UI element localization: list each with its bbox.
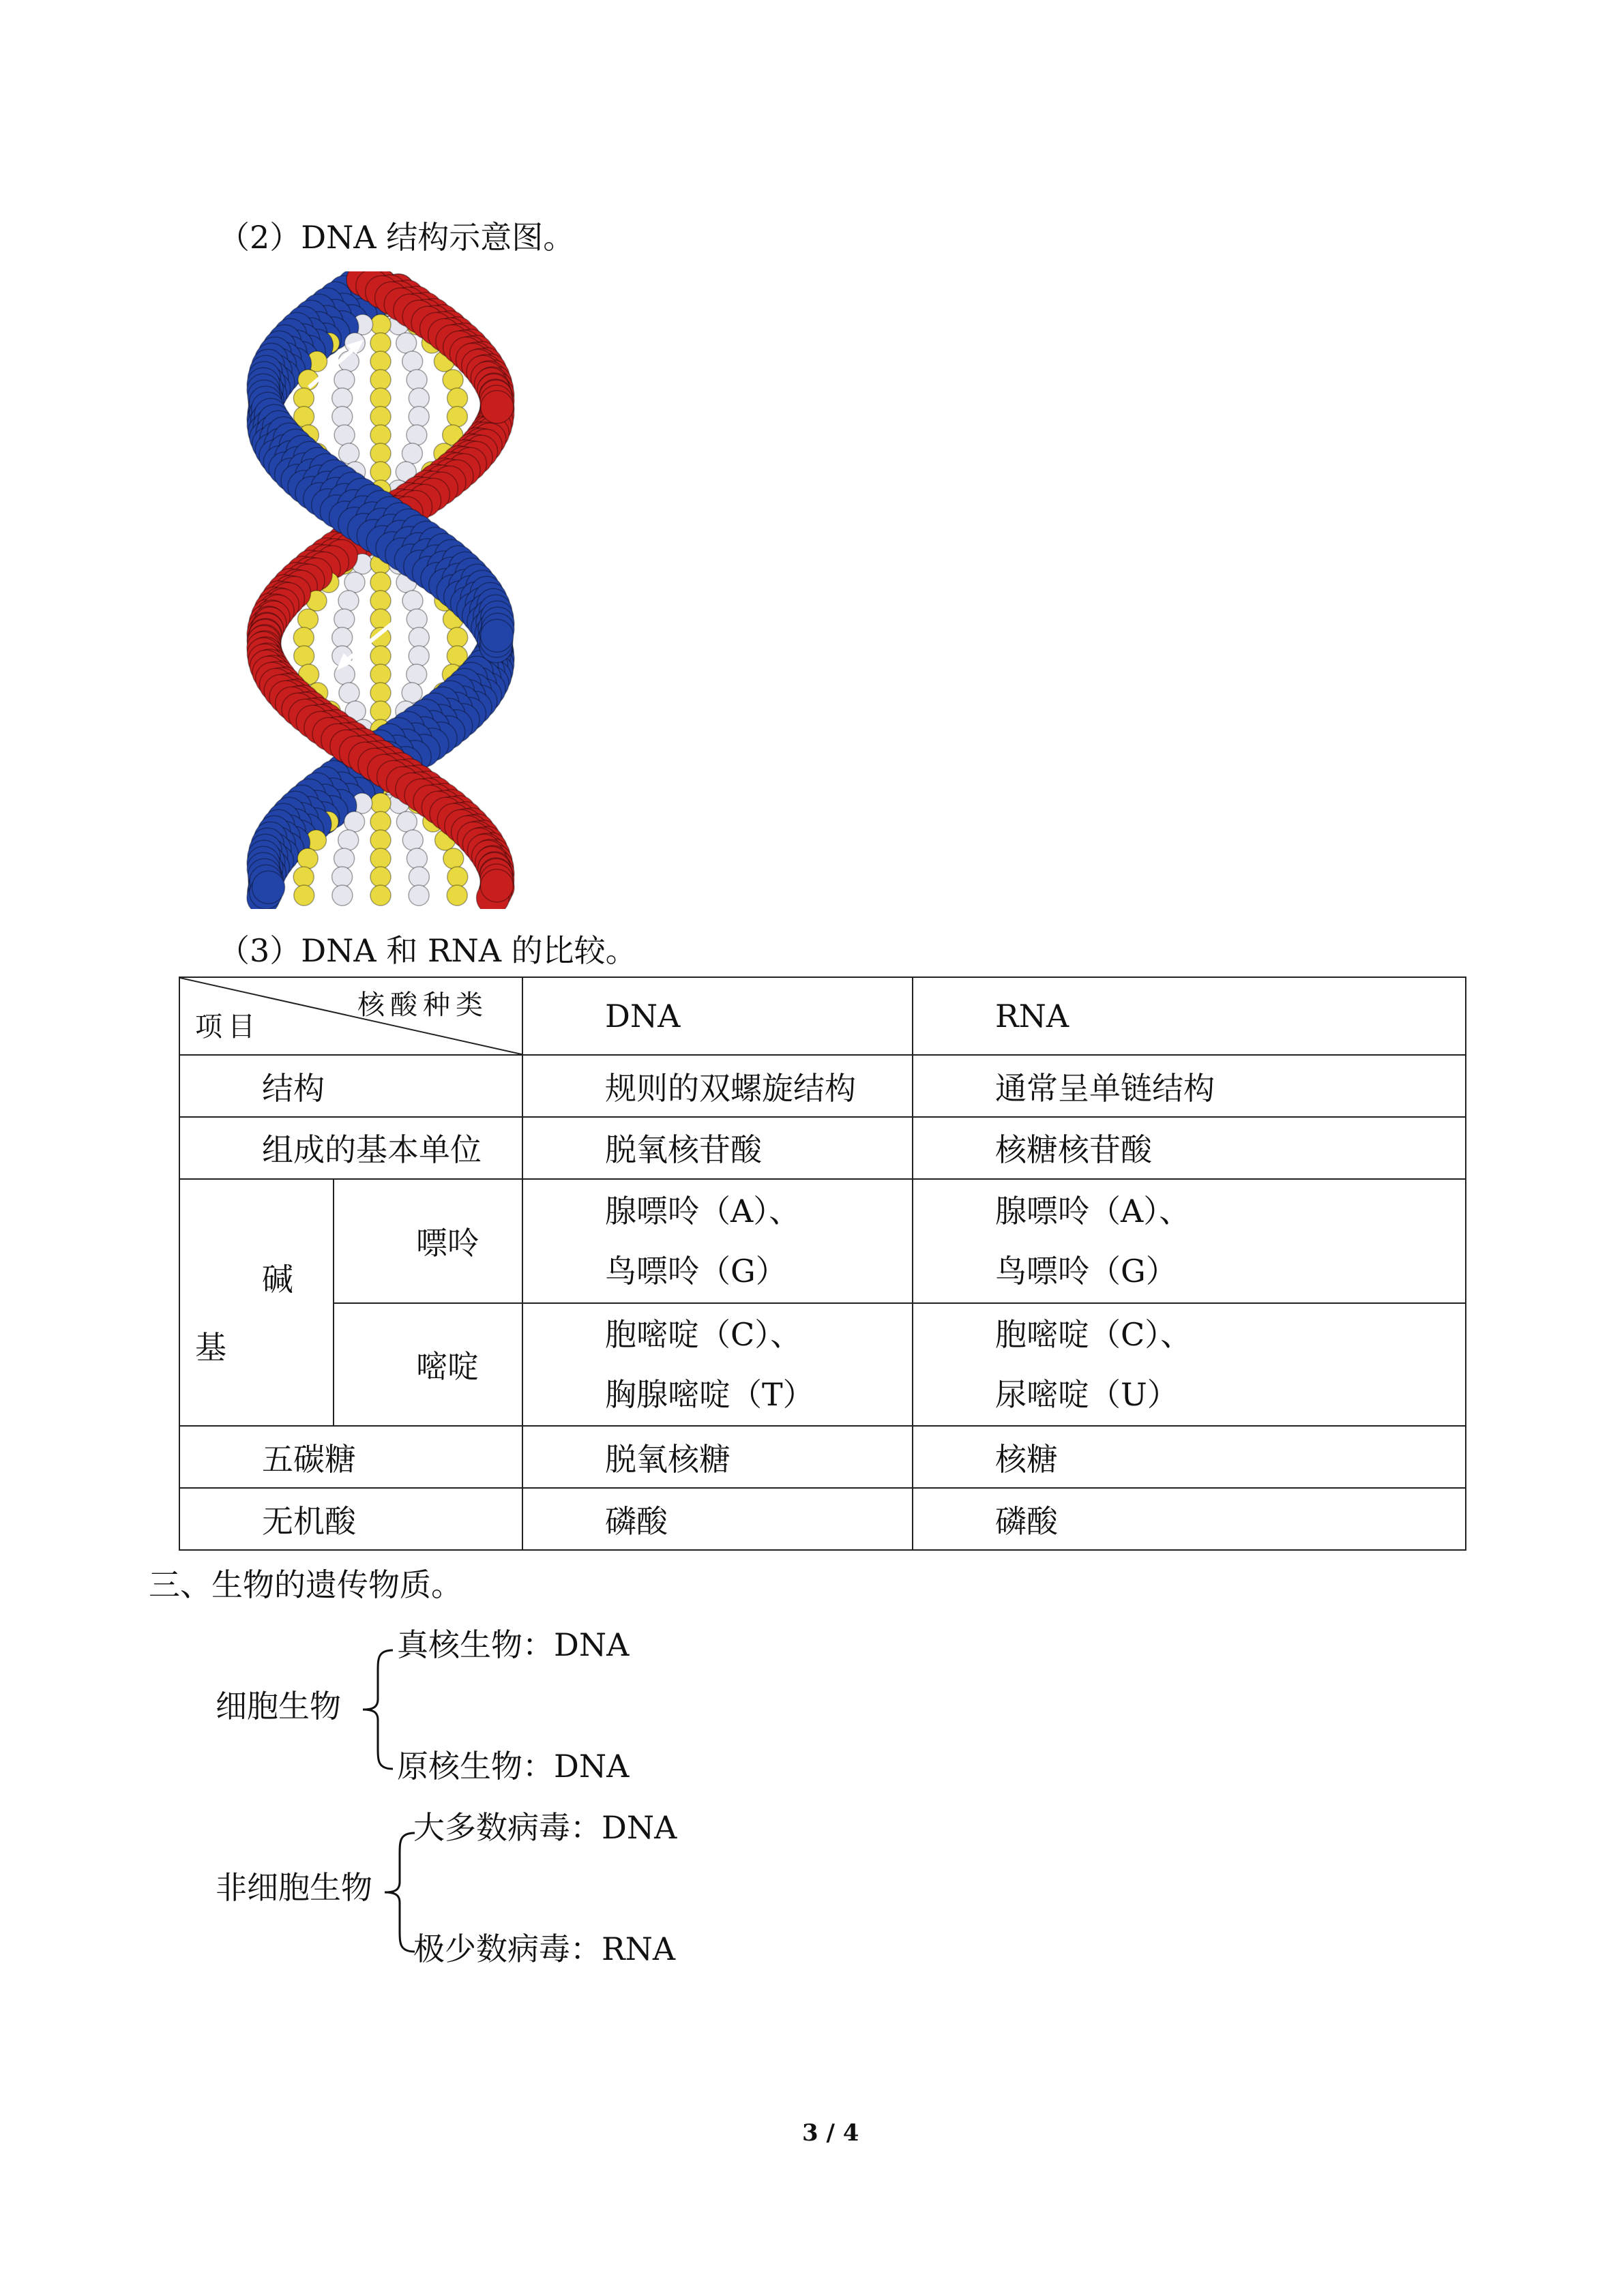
cell-dna-purine-line-1: 腺嘌呤（A）、 — [605, 1192, 801, 1229]
figure-caption-dna-structure: （2）DNA 结构示意图。 — [218, 219, 575, 256]
tree-cellular-prokaryote: 原核生物：DNA — [397, 1748, 630, 1785]
header-rna: RNA — [913, 977, 1466, 1055]
cell-rna-unit: 核糖核苷酸 — [913, 1117, 1466, 1179]
tree-label-noncellular: 非细胞生物 — [216, 1869, 372, 1906]
table-row-acid — [179, 1488, 1466, 1550]
cell-dna-pyrimidine — [522, 1303, 913, 1427]
cell-rna-structure: 通常呈单链结构 — [913, 1055, 1466, 1117]
row-label-unit: 组成的基本单位 — [179, 1117, 522, 1179]
cell-dna-structure: 规则的双螺旋结构 — [522, 1055, 913, 1117]
cell-rna-purine — [913, 1179, 1466, 1303]
cell-rna-pyrimidine-line-1: 胞嘧啶（C）、 — [995, 1315, 1192, 1353]
row-label-purine: 嘌呤 — [334, 1179, 522, 1303]
cell-rna-purine-line-2: 鸟嘌呤（G） — [995, 1252, 1177, 1289]
cell-dna-purine-line-2: 鸟嘌呤（G） — [605, 1252, 787, 1289]
cell-dna-pyrimidine-line-2: 胸腺嘧啶（T） — [605, 1375, 814, 1413]
header-item: 项目 — [195, 1011, 261, 1043]
base-label-char-1: 碱 — [262, 1260, 293, 1298]
row-label-acid: 无机酸 — [179, 1488, 522, 1550]
cell-dna-sugar: 脱氧核糖 — [522, 1426, 913, 1488]
cell-rna-acid: 磷酸 — [913, 1488, 1466, 1550]
brace-cellular — [357, 1645, 398, 1774]
table-caption-dna-rna-comparison: （3）DNA 和 RNA 的比较。 — [218, 932, 637, 969]
cell-dna-purine — [522, 1179, 913, 1303]
row-label-structure: 结构 — [179, 1055, 522, 1117]
header-diagonal-cell — [179, 977, 522, 1055]
dna-double-helix-image — [217, 271, 543, 909]
cell-rna-purine-line-1: 腺嘌呤（A）、 — [995, 1192, 1191, 1229]
tree-cellular-eukaryote: 真核生物：DNA — [397, 1626, 630, 1663]
row-label-base — [179, 1179, 334, 1426]
section-three-title: 三、生物的遗传物质。 — [149, 1566, 462, 1603]
cell-rna-sugar: 核糖 — [913, 1426, 1466, 1488]
cell-rna-pyrimidine — [913, 1303, 1466, 1427]
dna-rna-comparison-table — [179, 976, 1466, 1551]
tree-noncellular-few-viruses: 极少数病毒：RNA — [413, 1930, 676, 1967]
table-row-sugar — [179, 1426, 1466, 1488]
header-nucleic-acid-type: 核酸种类 — [357, 989, 488, 1021]
base-label-char-2: 基 — [195, 1328, 226, 1366]
cell-dna-acid: 磷酸 — [522, 1488, 913, 1550]
cell-rna-pyrimidine-line-2: 尿嘧啶（U） — [995, 1375, 1179, 1413]
tree-label-cellular: 细胞生物 — [216, 1688, 341, 1725]
row-label-sugar: 五碳糖 — [179, 1426, 522, 1488]
header-dna: DNA — [522, 977, 913, 1055]
table-row-structure — [179, 1055, 1466, 1117]
cell-dna-unit: 脱氧核苷酸 — [522, 1117, 913, 1179]
cell-dna-pyrimidine-line-1: 胞嘧啶（C）、 — [605, 1315, 802, 1353]
row-label-pyrimidine: 嘧啶 — [334, 1303, 522, 1427]
table-row-purine — [179, 1179, 1466, 1303]
tree-noncellular-most-viruses: 大多数病毒：DNA — [413, 1809, 677, 1846]
table-row-pyrimidine — [179, 1303, 1466, 1427]
table-header-row — [179, 977, 1466, 1055]
page-number: 3 / 4 — [802, 2119, 859, 2147]
table-row-unit — [179, 1117, 1466, 1179]
